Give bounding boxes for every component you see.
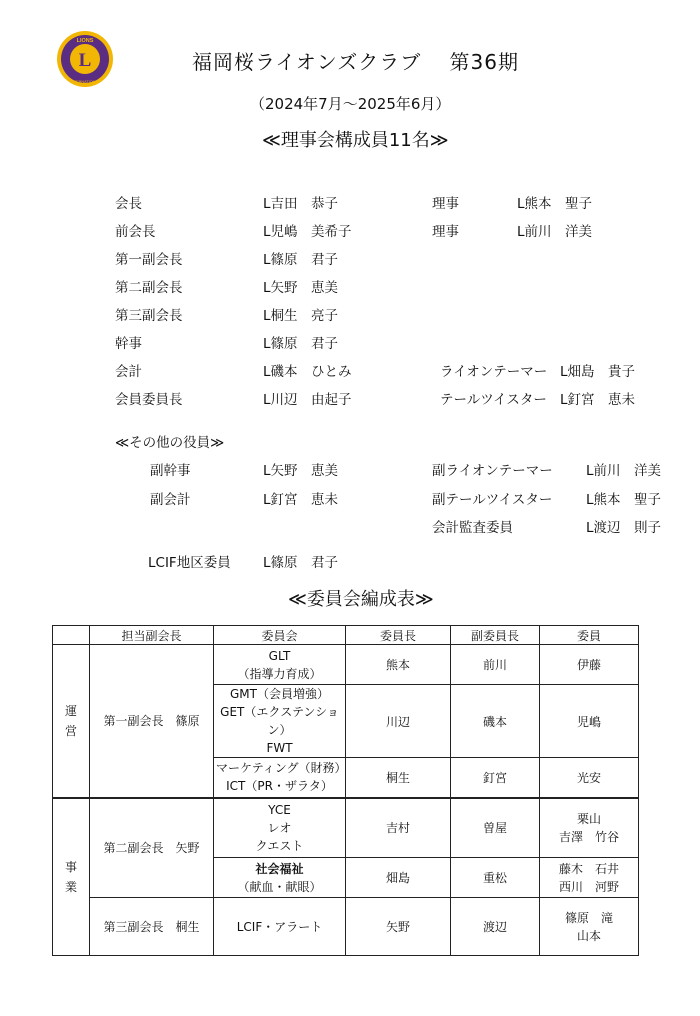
board-role: 会長 — [115, 196, 142, 212]
term-period: （2024年7月～2025年6月） — [250, 95, 451, 113]
vice-chair-cell: 渡辺 — [451, 898, 540, 956]
members-cell: 栗山 吉澤 竹谷 — [540, 798, 639, 858]
vp-cell: 第一副会長 篠原 — [90, 645, 214, 798]
officer-name: L篠原 君子 — [263, 555, 339, 571]
header-chair: 委員長 — [346, 626, 451, 645]
board-name: L桐生 亮子 — [263, 308, 339, 324]
header-vice-chair: 副委員長 — [451, 626, 540, 645]
svg-text:L: L — [78, 50, 92, 71]
vice-chair-cell: 磯本 — [451, 685, 540, 758]
board-name: L篠原 君子 — [263, 252, 339, 268]
board-name: L児嶋 美希子 — [263, 224, 352, 240]
board-name: L釘宮 恵未 — [560, 392, 636, 408]
members-cell: 伊藤 — [540, 645, 639, 685]
members-cell: 篠原 滝 山本 — [540, 898, 639, 956]
officer-role: 副幹事 — [150, 463, 191, 479]
board-role: 会計 — [115, 364, 142, 380]
table-header-row — [53, 626, 639, 645]
table-row — [53, 798, 639, 858]
table-row — [53, 898, 639, 956]
officer-name: L矢野 恵美 — [263, 463, 339, 479]
board-role: 幹事 — [115, 336, 142, 352]
other-officers-heading: ≪その他の役員≫ — [115, 435, 225, 451]
committee-table — [52, 625, 639, 956]
chair-cell: 畑島 — [346, 858, 451, 898]
members-cell: 藤木 石井 西川 河野 — [540, 858, 639, 898]
officer-role: 副テールツイスター — [432, 492, 553, 508]
page-title: 福岡桜ライオンズクラブ 第36期 — [192, 50, 520, 74]
board-name: L前川 洋美 — [517, 224, 593, 240]
board-name: L磯本 ひとみ — [263, 364, 352, 380]
board-role: 理事 — [432, 196, 459, 212]
officer-role: 副会計 — [150, 492, 191, 508]
officer-name: L熊本 聖子 — [586, 492, 662, 508]
header-vp: 担当副会長 — [90, 626, 214, 645]
board-role: 第一副会長 — [115, 252, 183, 268]
committee-cell: 社会福祉 （献血・献眼） — [214, 858, 346, 898]
vice-chair-cell: 前川 — [451, 645, 540, 685]
board-role: 理事 — [432, 224, 459, 240]
board-role: 第三副会長 — [115, 308, 183, 324]
header-blank — [53, 626, 90, 645]
board-name: L畑島 貴子 — [560, 364, 636, 380]
table-row — [53, 645, 639, 685]
board-heading: ≪理事会構成員11名≫ — [262, 130, 449, 151]
officer-name: L前川 洋美 — [586, 463, 662, 479]
committee-cell: GMT（会員増強） GET（エクステンション） FWT — [214, 685, 346, 758]
vice-chair-cell: 釘宮 — [451, 758, 540, 798]
committee-cell: マーケティング（財務） ICT（PR・ザラタ） — [214, 758, 346, 798]
section-unei: 運 営 — [53, 645, 90, 798]
vice-chair-cell: 重松 — [451, 858, 540, 898]
board-role: 第二副会長 — [115, 280, 183, 296]
members-cell: 児嶋 — [540, 685, 639, 758]
chair-cell: 矢野 — [346, 898, 451, 956]
chair-cell: 桐生 — [346, 758, 451, 798]
vp-cell: 第三副会長 桐生 — [90, 898, 214, 956]
vice-chair-cell: 曽屋 — [451, 798, 540, 858]
chair-cell: 吉村 — [346, 798, 451, 858]
section-jigyo: 事 業 — [53, 798, 90, 956]
board-name: L吉田 恭子 — [263, 196, 339, 212]
committee-heading: ≪委員会編成表≫ — [288, 589, 434, 610]
board-name: L熊本 聖子 — [517, 196, 593, 212]
officer-role: 副ライオンテーマー — [432, 463, 553, 479]
board-role: 会員委員長 — [115, 392, 183, 408]
committee-cell: LCIF・アラート — [214, 898, 346, 956]
board-role: テールツイスター — [440, 392, 547, 408]
svg-text:LIONS: LIONS — [76, 38, 94, 44]
header-committee: 委員会 — [214, 626, 346, 645]
board-name: L矢野 恵美 — [263, 280, 339, 296]
officer-role: 会計監査委員 — [432, 520, 513, 536]
board-name: L川辺 由起子 — [263, 392, 352, 408]
vp-cell: 第二副会長 矢野 — [90, 798, 214, 898]
board-role: 前会長 — [115, 224, 156, 240]
officer-role: LCIF地区委員 — [148, 555, 231, 571]
officer-name: L釘宮 恵未 — [263, 492, 339, 508]
board-name: L篠原 君子 — [263, 336, 339, 352]
committee-cell: GLT （指導力育成） — [214, 645, 346, 685]
committee-cell: YCE レオ クエスト — [214, 798, 346, 858]
board-role: ライオンテーマー — [440, 364, 548, 380]
header-members: 委員 — [540, 626, 639, 645]
chair-cell: 川辺 — [346, 685, 451, 758]
members-cell: 光安 — [540, 758, 639, 798]
svg-text:INTERNATIONAL: INTERNATIONAL — [69, 80, 101, 84]
officer-name: L渡辺 則子 — [586, 520, 662, 536]
chair-cell: 熊本 — [346, 645, 451, 685]
lions-logo — [56, 30, 114, 88]
